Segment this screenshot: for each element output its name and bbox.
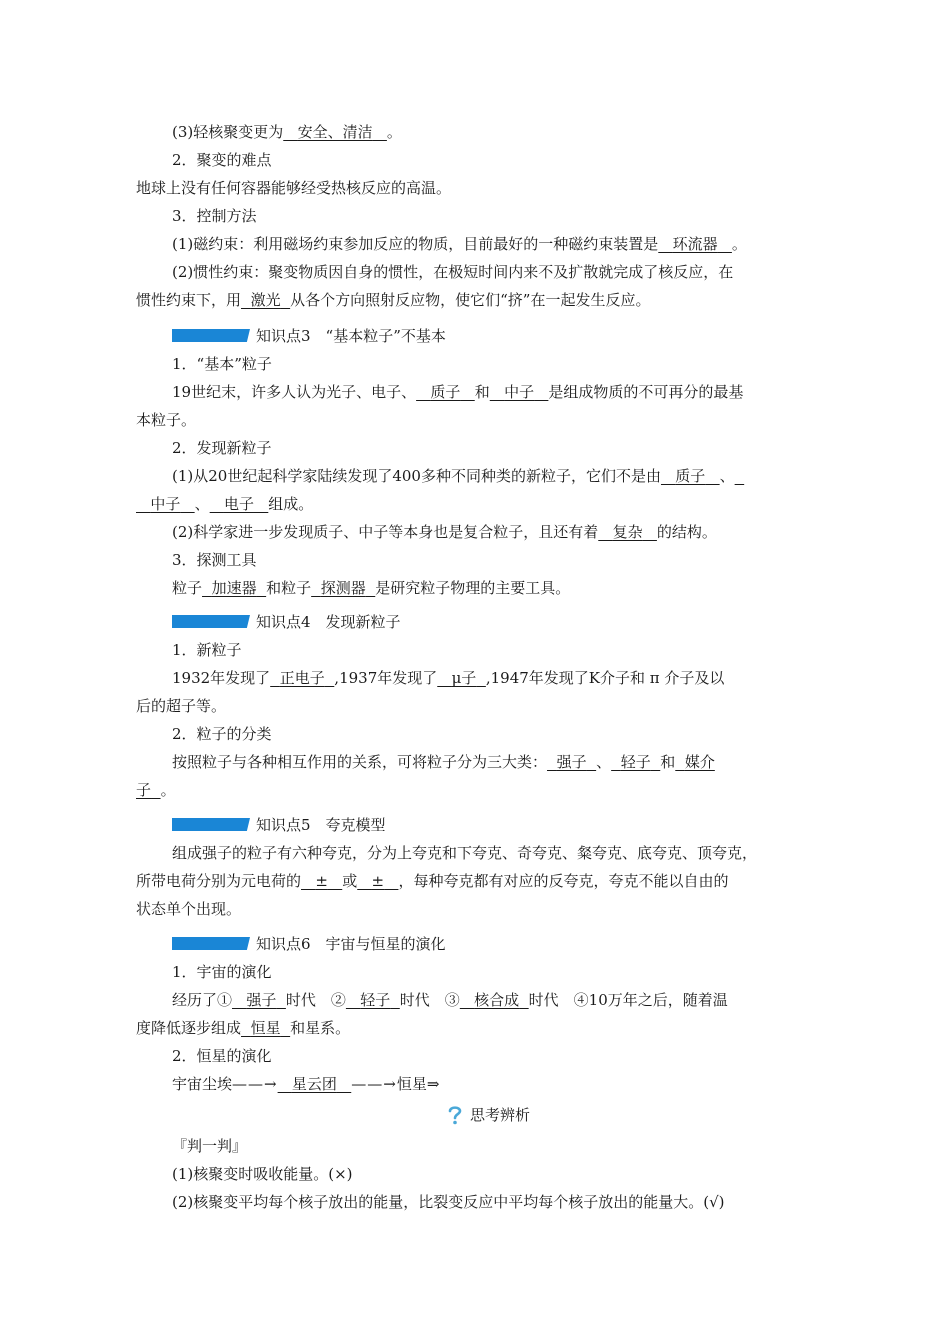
blue-bar-icon [172, 329, 250, 342]
section-heading: 2．恒星的演化 [172, 1047, 272, 1065]
answer-blank: 正电子 [279, 669, 325, 687]
answer-blank: 加速器 [211, 579, 257, 597]
text: 恒星⇒ [396, 1075, 440, 1093]
judge-heading: 『判一判』 [172, 1137, 248, 1155]
answer-blank: ± [315, 872, 328, 890]
section-heading: 1．“基本”粒子 [172, 355, 272, 373]
answer-blank: μ子 [451, 669, 477, 687]
text: 度降低逐步组成 [136, 1019, 242, 1037]
judge-question: (2)核聚变平均每个核子放出的能量，比裂变反应中平均每个核子放出的能量大。(√) [172, 1193, 725, 1211]
text: 。 [386, 123, 402, 141]
magnetic-confinement [172, 234, 747, 254]
answer-blank: 轻子 [620, 753, 651, 771]
text: 和 [474, 383, 490, 401]
paragraph [172, 668, 724, 688]
answer-blank: 强子 [556, 753, 587, 771]
answer-blank: 强子 [246, 991, 277, 1009]
section-heading: 2．发现新粒子 [172, 439, 272, 457]
paragraph: 状态单个出现。 [136, 900, 242, 918]
text: 、 [596, 753, 612, 771]
answer-blank [735, 467, 745, 485]
text: 时代 ② [285, 991, 346, 1009]
text: 所带电荷分别为元电荷的 [136, 872, 302, 890]
question-mark-icon [446, 1105, 464, 1125]
paragraph [172, 752, 715, 772]
answer-blank: ± [371, 872, 385, 890]
text: 和粒子 [266, 579, 312, 597]
paragraph: 本粒子。 [136, 411, 197, 429]
knowledge-point-header [172, 611, 401, 631]
text: (1)从20世纪起科学家陆续发现了400多种不同种类的新粒子，它们不是由 [172, 467, 661, 485]
paragraph [172, 578, 570, 598]
text: 、 [719, 467, 735, 485]
paragraph [136, 1018, 350, 1038]
paragraph [172, 382, 743, 402]
paragraph: 地球上没有任何容器能够经受热核反应的高温。 [136, 179, 452, 197]
fusion-advantage [172, 122, 402, 142]
blue-bar-icon [172, 615, 250, 628]
text: 1932年发现了 [172, 669, 271, 687]
text: (1)磁约束：利用磁场约束参加反应的物质，目前最好的一种磁约束装置是 [172, 235, 659, 253]
text: 。 [731, 235, 747, 253]
answer-blank: 子 [136, 781, 152, 799]
text: (3)轻核聚变更为 [172, 123, 284, 141]
text: ,1947年发现了K介子和 π 介子及以 [485, 669, 725, 687]
paragraph [172, 1074, 439, 1094]
answer-blank: 中子 [504, 383, 535, 401]
section-heading: 3．探测工具 [172, 551, 257, 569]
answer-blank: 激光 [250, 291, 281, 309]
section-heading: 1．宇宙的演化 [172, 963, 272, 981]
answer-blank: 电子 [223, 495, 254, 513]
judge-question: (1)核聚变时吸收能量。(×) [172, 1165, 353, 1183]
section-heading: 2．聚变的难点 [172, 151, 272, 169]
paragraph [172, 466, 744, 486]
text: 按照粒子与各种相互作用的关系，可将粒子分为三大类： [172, 753, 548, 771]
paragraph [136, 871, 728, 891]
text: ,1937年发现了 [334, 669, 438, 687]
arrow: ——→ [232, 1075, 278, 1093]
paragraph: (2)惯性约束：聚变物质因自身的惯性，在极短时间内来不及扩散就完成了核反应，在 [172, 263, 734, 281]
answer-blank: 复杂 [612, 523, 643, 541]
section-heading: 3．控制方法 [172, 207, 257, 225]
answer-blank: 核合成 [474, 991, 520, 1009]
blue-bar-icon [172, 818, 250, 831]
text: 粒子 [172, 579, 203, 597]
paragraph: 组成强子的粒子有六种夸克，分为上夸克和下夸克、奇夸克、粲夸克、底夸克、顶夸克， [172, 844, 758, 862]
paragraph [136, 494, 313, 514]
answer-blank: 质子 [675, 467, 706, 485]
text: 时代 ③ [399, 991, 460, 1009]
text: 宇宙尘埃 [172, 1075, 233, 1093]
text: 经历了① [172, 991, 233, 1009]
text: 和 [660, 753, 676, 771]
answer-blank: 环流器 [672, 235, 718, 253]
arrow: ——→ [351, 1075, 397, 1093]
text: (2)科学家进一步发现质子、中子等本身也是复合粒子，且还有着 [172, 523, 599, 541]
text: 是研究粒子物理的主要工具。 [375, 579, 571, 597]
knowledge-point-title: 知识点3 “基本粒子”不基本 [256, 327, 446, 345]
knowledge-point-title: 知识点5 夸克模型 [256, 816, 386, 834]
knowledge-point-header [172, 933, 446, 953]
paragraph [136, 780, 176, 800]
paragraph [172, 990, 728, 1010]
knowledge-point-header [172, 814, 386, 834]
think-section-header [446, 1104, 530, 1125]
text: ，每种夸克都有对应的反夸克，夸克不能以自由的 [398, 872, 729, 890]
think-title: 思考辨析 [470, 1106, 531, 1124]
answer-blank: 轻子 [360, 991, 391, 1009]
text: 、 [194, 495, 210, 513]
section-heading: 1．新粒子 [172, 641, 242, 659]
text: 时代 ④10万年之后，随着温 [528, 991, 728, 1009]
answer-blank: 质子 [430, 383, 461, 401]
knowledge-point-header [172, 325, 446, 345]
text: 。 [160, 781, 176, 799]
knowledge-point-title: 知识点4 发现新粒子 [256, 613, 401, 631]
blue-bar-icon [172, 937, 250, 950]
answer-blank: 安全、清洁 [297, 123, 373, 141]
inertial-confinement [136, 290, 650, 310]
text: 19世纪末，许多人认为光子、电子、 [172, 383, 417, 401]
paragraph: 后的超子等。 [136, 697, 227, 715]
text: 组成。 [268, 495, 314, 513]
answer-blank: 探测器 [320, 579, 366, 597]
answer-blank: 中子 [150, 495, 181, 513]
text: 从各个方向照射反应物，使它们“挤”在一起发生反应。 [290, 291, 651, 309]
text: 是组成物质的不可再分的最基 [548, 383, 744, 401]
answer-blank: 星云团 [291, 1075, 337, 1093]
knowledge-point-title: 知识点6 宇宙与恒星的演化 [256, 935, 446, 953]
answer-blank: 恒星 [250, 1019, 281, 1037]
text: 惯性约束下，用 [136, 291, 242, 309]
text: 或 [342, 872, 358, 890]
text: 和星系。 [290, 1019, 351, 1037]
answer-blank: 媒介 [684, 753, 715, 771]
text: 的结构。 [656, 523, 717, 541]
paragraph [172, 522, 717, 542]
section-heading: 2．粒子的分类 [172, 725, 272, 743]
